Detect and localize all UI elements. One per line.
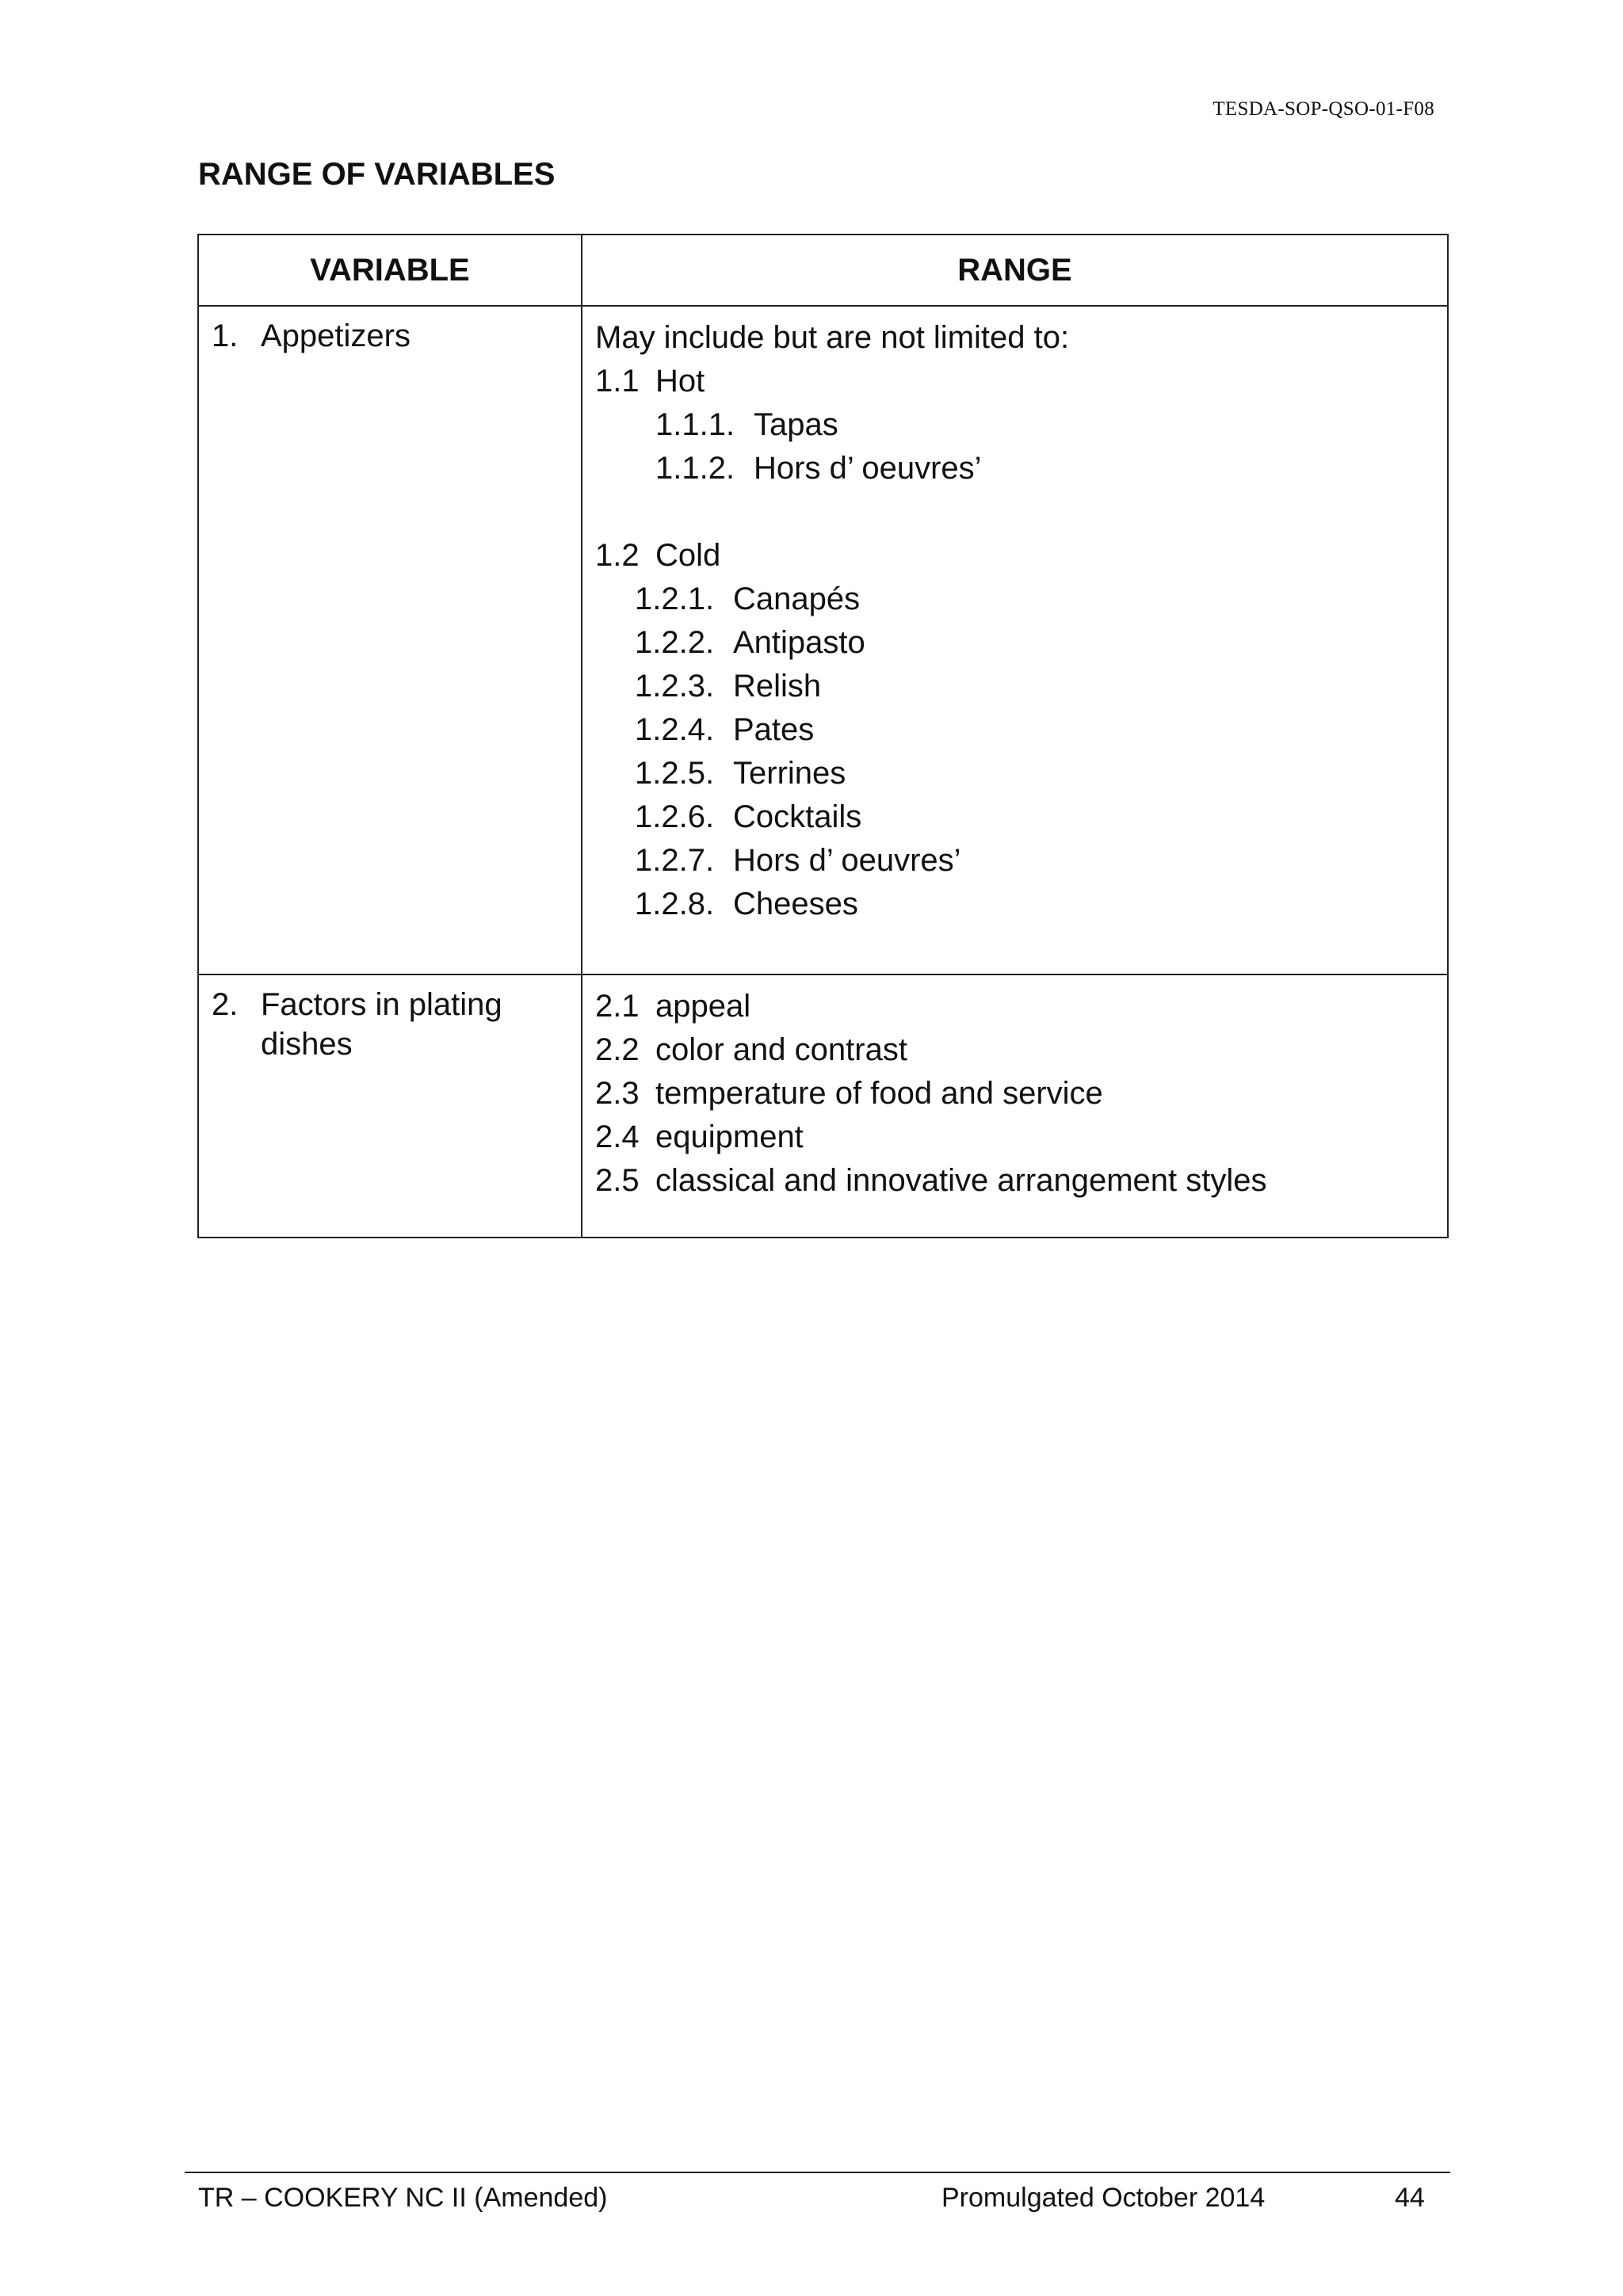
variable-label: Appetizers — [261, 318, 411, 353]
list-item — [595, 1159, 1439, 1203]
item-code: 1.2.1. — [635, 582, 715, 616]
column-header-range: RANGE — [582, 235, 1448, 306]
list-item — [595, 795, 1439, 839]
list-item — [595, 1028, 1439, 1072]
footer-document-title: TR – COOKERY NC II (Amended) — [198, 2183, 608, 2213]
variable-number: 2. — [212, 987, 239, 1022]
item-code: 1.2.2. — [635, 625, 715, 660]
item-text: Relish — [733, 669, 822, 704]
item-code: 1.1.2. — [655, 451, 735, 486]
item-code: 1.1.1. — [655, 407, 735, 442]
footer-divider — [185, 2172, 1450, 2173]
page-number: 44 — [1395, 2183, 1425, 2213]
table-header-row — [198, 235, 1448, 306]
list-item — [595, 578, 1439, 621]
document-code: TESDA-SOP-QSO-01-F08 — [1212, 98, 1434, 120]
item-code: 2.2 — [595, 1032, 640, 1067]
table-row — [198, 306, 1448, 974]
list-item — [595, 1072, 1439, 1116]
column-header-variable: VARIABLE — [198, 235, 582, 306]
item-text: color and contrast — [655, 1032, 907, 1067]
item-code: 2.3 — [595, 1076, 640, 1111]
item-code: 1.2.8. — [635, 887, 715, 921]
range-cell — [582, 306, 1448, 974]
item-text: classical and innovative arrangement styles — [655, 1163, 1267, 1198]
variable-cell — [198, 974, 582, 1238]
variable-number: 1. — [212, 318, 239, 353]
list-item — [595, 752, 1439, 795]
table-row — [198, 974, 1448, 1238]
item-text: Cheeses — [733, 887, 858, 921]
item-text: Hors d’ oeuvres’ — [733, 843, 961, 878]
item-text: Hot — [655, 364, 705, 399]
item-text: Terrines — [733, 756, 846, 791]
range-intro: May include but are not limited to: — [595, 320, 1070, 355]
section-title: RANGE OF VARIABLES — [198, 157, 556, 192]
range-subheading — [595, 360, 1439, 403]
list-item — [595, 447, 1439, 490]
list-item — [595, 839, 1439, 883]
variable-label: Factors in plating dishes — [261, 987, 502, 1062]
list-item — [595, 665, 1439, 708]
item-code: 2.4 — [595, 1119, 640, 1154]
item-text: appeal — [655, 989, 751, 1024]
item-code: 2.5 — [595, 1163, 640, 1198]
item-text: Cold — [655, 538, 721, 573]
item-text: temperature of food and service — [655, 1076, 1103, 1111]
list-item — [595, 985, 1439, 1028]
item-text: Hors d’ oeuvres’ — [754, 451, 982, 486]
item-text: Tapas — [754, 407, 838, 442]
list-item — [595, 708, 1439, 752]
item-text: Cocktails — [733, 799, 862, 834]
list-item — [595, 403, 1439, 447]
item-code: 1.2 — [595, 538, 640, 573]
item-code: 1.2.3. — [635, 669, 715, 704]
item-code: 2.1 — [595, 989, 640, 1024]
footer-promulgation-date: Promulgated October 2014 — [941, 2183, 1266, 2213]
item-text: equipment — [655, 1119, 804, 1154]
list-item — [595, 1116, 1439, 1159]
variable-cell — [198, 306, 582, 974]
item-code: 1.2.4. — [635, 712, 715, 747]
item-code: 1.2.7. — [635, 843, 715, 878]
range-cell — [582, 974, 1448, 1238]
range-subheading — [595, 534, 1439, 578]
item-text: Canapés — [733, 582, 861, 616]
list-item — [595, 621, 1439, 665]
item-text: Antipasto — [733, 625, 865, 660]
list-item — [595, 883, 1439, 926]
item-code: 1.2.6. — [635, 799, 715, 834]
range-of-variables-table — [197, 234, 1449, 1238]
item-text: Pates — [733, 712, 815, 747]
item-code: 1.2.5. — [635, 756, 715, 791]
item-code: 1.1 — [595, 364, 640, 399]
